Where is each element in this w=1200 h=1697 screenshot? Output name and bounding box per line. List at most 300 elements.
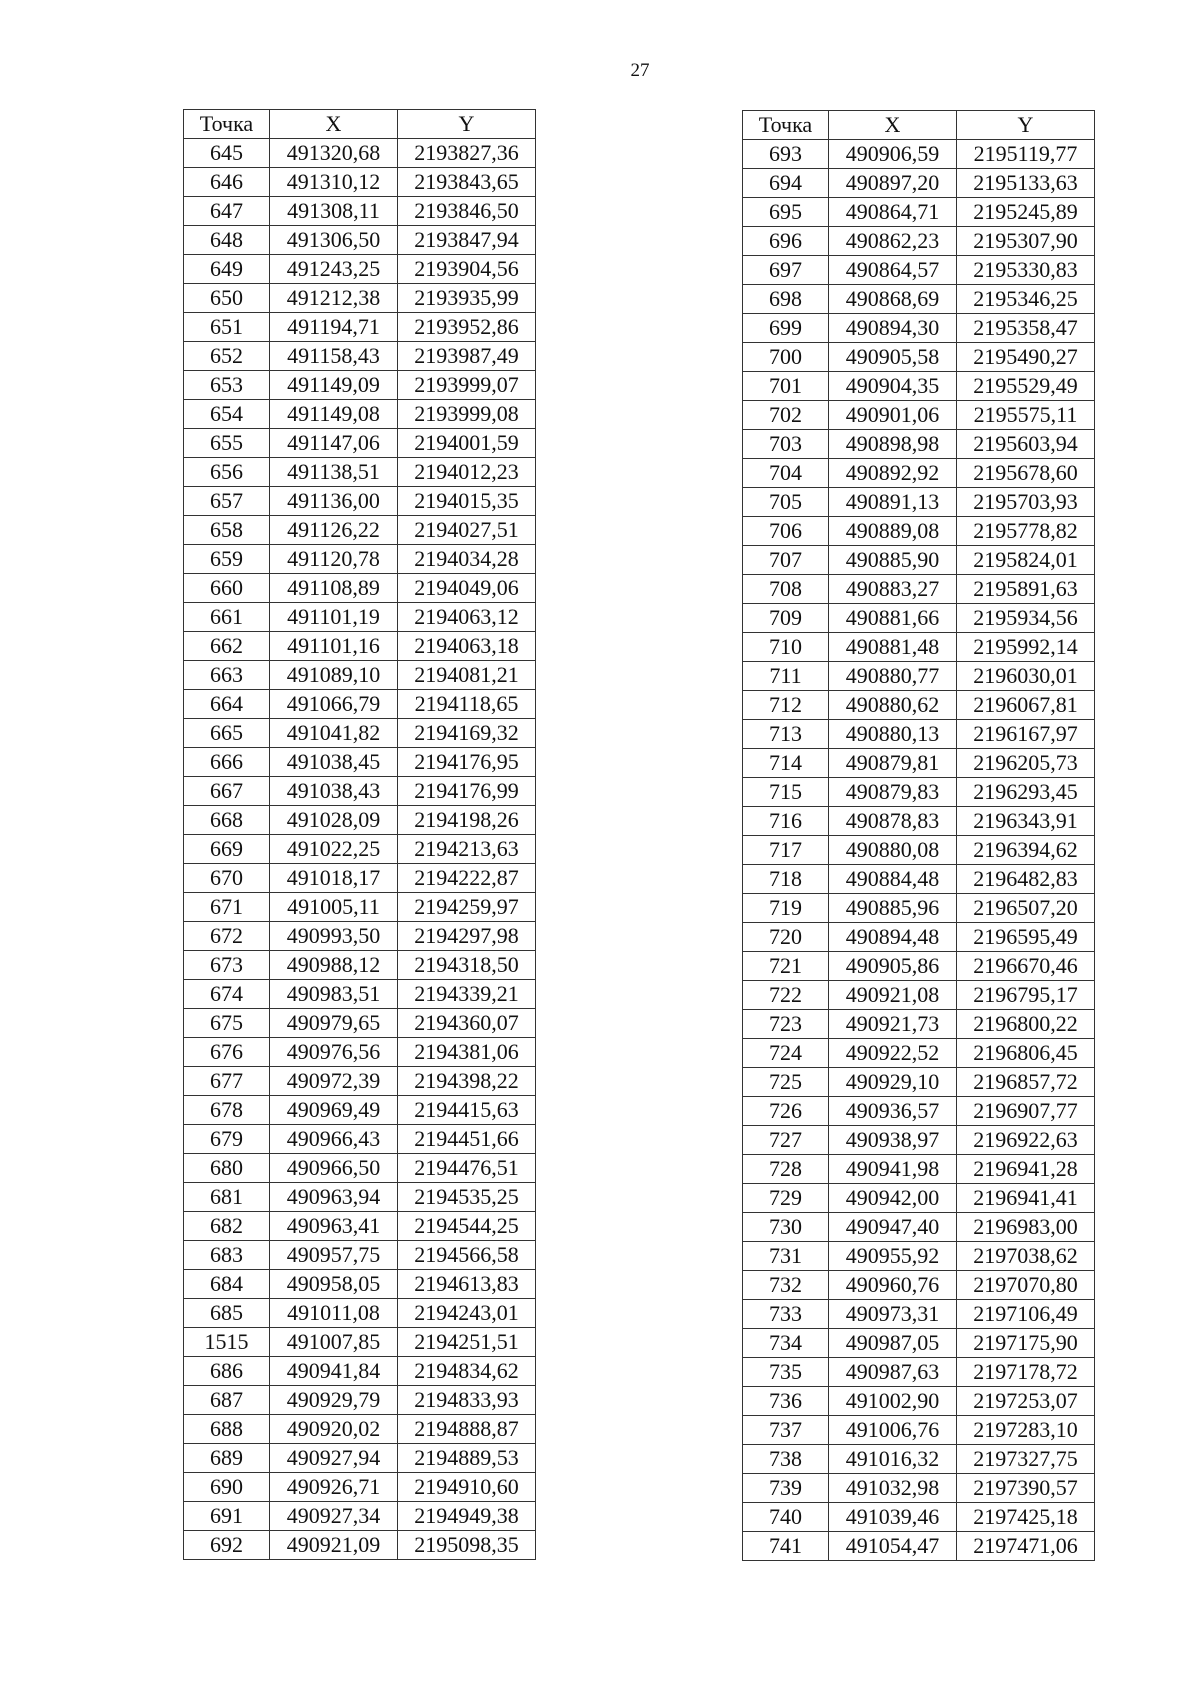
cell-x: 491089,10 — [270, 661, 398, 690]
cell-point: 662 — [184, 632, 270, 661]
table-row — [743, 198, 1095, 227]
cell-point: 664 — [184, 690, 270, 719]
cell-x: 490963,94 — [270, 1183, 398, 1212]
cell-y: 2193987,49 — [398, 342, 536, 371]
table-row — [184, 487, 536, 516]
table-row — [743, 517, 1095, 546]
table-row — [184, 313, 536, 342]
cell-point: 651 — [184, 313, 270, 342]
header-point: Точка — [184, 110, 270, 139]
cell-y: 2194381,06 — [398, 1038, 536, 1067]
cell-x: 490958,05 — [270, 1270, 398, 1299]
table-row — [743, 836, 1095, 865]
cell-point: 663 — [184, 661, 270, 690]
cell-y: 2195307,90 — [957, 227, 1095, 256]
cell-point: 735 — [743, 1358, 829, 1387]
cell-y: 2194297,98 — [398, 922, 536, 951]
cell-y: 2194081,21 — [398, 661, 536, 690]
table-row — [743, 488, 1095, 517]
cell-point: 724 — [743, 1039, 829, 1068]
cell-y: 2194001,59 — [398, 429, 536, 458]
cell-point: 683 — [184, 1241, 270, 1270]
cell-x: 490973,31 — [829, 1300, 957, 1329]
cell-point: 716 — [743, 807, 829, 836]
cell-x: 491002,90 — [829, 1387, 957, 1416]
cell-x: 490936,57 — [829, 1097, 957, 1126]
cell-y: 2193952,86 — [398, 313, 536, 342]
table-row — [184, 1096, 536, 1125]
cell-x: 490883,27 — [829, 575, 957, 604]
cell-y: 2196907,77 — [957, 1097, 1095, 1126]
cell-point: 653 — [184, 371, 270, 400]
cell-y: 2197253,07 — [957, 1387, 1095, 1416]
table-row — [184, 748, 536, 777]
cell-point: 673 — [184, 951, 270, 980]
cell-point: 1515 — [184, 1328, 270, 1357]
cell-x: 491149,09 — [270, 371, 398, 400]
cell-y: 2194259,97 — [398, 893, 536, 922]
table-row — [184, 951, 536, 980]
cell-point: 701 — [743, 372, 829, 401]
table-row — [743, 604, 1095, 633]
cell-x: 490927,94 — [270, 1444, 398, 1473]
cell-y: 2193827,36 — [398, 139, 536, 168]
cell-point: 697 — [743, 256, 829, 285]
header-x: X — [270, 110, 398, 139]
cell-y: 2196941,41 — [957, 1184, 1095, 1213]
cell-y: 2193843,65 — [398, 168, 536, 197]
table-row — [184, 255, 536, 284]
table-row — [184, 1241, 536, 1270]
table-row — [743, 227, 1095, 256]
cell-y: 2195133,63 — [957, 169, 1095, 198]
cell-y: 2194251,51 — [398, 1328, 536, 1357]
cell-x: 491018,17 — [270, 864, 398, 893]
cell-point: 738 — [743, 1445, 829, 1474]
cell-point: 700 — [743, 343, 829, 372]
cell-point: 659 — [184, 545, 270, 574]
cell-x: 491101,16 — [270, 632, 398, 661]
cell-point: 731 — [743, 1242, 829, 1271]
cell-y: 2193846,50 — [398, 197, 536, 226]
cell-point: 732 — [743, 1271, 829, 1300]
cell-x: 490880,08 — [829, 836, 957, 865]
cell-y: 2193935,99 — [398, 284, 536, 313]
table-row — [743, 575, 1095, 604]
table-row — [743, 1039, 1095, 1068]
coordinates-table-left — [183, 109, 536, 1560]
cell-x: 490988,12 — [270, 951, 398, 980]
cell-y: 2194118,65 — [398, 690, 536, 719]
cell-point: 727 — [743, 1126, 829, 1155]
cell-x: 490885,90 — [829, 546, 957, 575]
cell-x: 490987,05 — [829, 1329, 957, 1358]
cell-x: 490894,48 — [829, 923, 957, 952]
table-row — [184, 226, 536, 255]
table-row — [743, 459, 1095, 488]
cell-x: 491041,82 — [270, 719, 398, 748]
table-row — [743, 1155, 1095, 1184]
table-row — [184, 1299, 536, 1328]
table-row — [184, 1502, 536, 1531]
cell-y: 2196941,28 — [957, 1155, 1095, 1184]
cell-point: 710 — [743, 633, 829, 662]
table-row — [184, 603, 536, 632]
cell-y: 2196067,81 — [957, 691, 1095, 720]
cell-y: 2195098,35 — [398, 1531, 536, 1560]
table-row — [184, 1473, 536, 1502]
cell-y: 2195330,83 — [957, 256, 1095, 285]
table-row — [184, 893, 536, 922]
cell-point: 677 — [184, 1067, 270, 1096]
cell-x: 490969,49 — [270, 1096, 398, 1125]
cell-y: 2195703,93 — [957, 488, 1095, 517]
cell-y: 2196595,49 — [957, 923, 1095, 952]
cell-y: 2193904,56 — [398, 255, 536, 284]
cell-point: 692 — [184, 1531, 270, 1560]
cell-point: 698 — [743, 285, 829, 314]
table-row — [184, 864, 536, 893]
cell-x: 490947,40 — [829, 1213, 957, 1242]
cell-point: 730 — [743, 1213, 829, 1242]
cell-point: 703 — [743, 430, 829, 459]
cell-y: 2196205,73 — [957, 749, 1095, 778]
cell-x: 491310,12 — [270, 168, 398, 197]
header-x: X — [829, 111, 957, 140]
cell-point: 682 — [184, 1212, 270, 1241]
cell-y: 2193999,08 — [398, 400, 536, 429]
cell-x: 490920,02 — [270, 1415, 398, 1444]
table-row — [743, 1097, 1095, 1126]
cell-x: 490889,08 — [829, 517, 957, 546]
cell-x: 490891,13 — [829, 488, 957, 517]
cell-y: 2196343,91 — [957, 807, 1095, 836]
cell-point: 686 — [184, 1357, 270, 1386]
cell-point: 737 — [743, 1416, 829, 1445]
table-row — [743, 749, 1095, 778]
table-row — [184, 1154, 536, 1183]
table-row — [184, 545, 536, 574]
table-row — [743, 430, 1095, 459]
cell-point: 665 — [184, 719, 270, 748]
cell-x: 490868,69 — [829, 285, 957, 314]
cell-point: 728 — [743, 1155, 829, 1184]
cell-y: 2196670,46 — [957, 952, 1095, 981]
cell-point: 702 — [743, 401, 829, 430]
cell-y: 2194949,38 — [398, 1502, 536, 1531]
cell-point: 657 — [184, 487, 270, 516]
table-row — [743, 343, 1095, 372]
cell-y: 2196167,97 — [957, 720, 1095, 749]
table-row — [743, 1532, 1095, 1561]
cell-point: 684 — [184, 1270, 270, 1299]
cell-point: 669 — [184, 835, 270, 864]
cell-point: 670 — [184, 864, 270, 893]
table-row — [184, 1531, 536, 1560]
table-row — [184, 922, 536, 951]
cell-y: 2195678,60 — [957, 459, 1095, 488]
cell-x: 491022,25 — [270, 835, 398, 864]
cell-point: 689 — [184, 1444, 270, 1473]
cell-y: 2194213,63 — [398, 835, 536, 864]
cell-point: 672 — [184, 922, 270, 951]
cell-y: 2194049,06 — [398, 574, 536, 603]
cell-point: 687 — [184, 1386, 270, 1415]
cell-y: 2197178,72 — [957, 1358, 1095, 1387]
cell-y: 2194566,58 — [398, 1241, 536, 1270]
cell-x: 490897,20 — [829, 169, 957, 198]
cell-x: 491149,08 — [270, 400, 398, 429]
cell-x: 491011,08 — [270, 1299, 398, 1328]
table-row — [743, 1300, 1095, 1329]
table-row — [184, 690, 536, 719]
cell-point: 667 — [184, 777, 270, 806]
cell-x: 490979,65 — [270, 1009, 398, 1038]
table-row — [184, 429, 536, 458]
cell-point: 679 — [184, 1125, 270, 1154]
cell-point: 675 — [184, 1009, 270, 1038]
cell-x: 491138,51 — [270, 458, 398, 487]
cell-point: 699 — [743, 314, 829, 343]
header-y: Y — [398, 110, 536, 139]
cell-x: 491320,68 — [270, 139, 398, 168]
cell-y: 2194222,87 — [398, 864, 536, 893]
cell-x: 491006,76 — [829, 1416, 957, 1445]
cell-x: 490921,08 — [829, 981, 957, 1010]
cell-point: 719 — [743, 894, 829, 923]
table-row — [743, 1416, 1095, 1445]
cell-y: 2196482,83 — [957, 865, 1095, 894]
cell-x: 490901,06 — [829, 401, 957, 430]
cell-y: 2195891,63 — [957, 575, 1095, 604]
cell-y: 2196795,17 — [957, 981, 1095, 1010]
cell-x: 491120,78 — [270, 545, 398, 574]
table-row — [184, 1415, 536, 1444]
cell-y: 2194176,99 — [398, 777, 536, 806]
cell-y: 2196394,62 — [957, 836, 1095, 865]
cell-x: 490880,13 — [829, 720, 957, 749]
table-row — [184, 1009, 536, 1038]
table-row — [743, 169, 1095, 198]
table-row — [743, 691, 1095, 720]
cell-point: 739 — [743, 1474, 829, 1503]
cell-x: 490921,73 — [829, 1010, 957, 1039]
cell-point: 723 — [743, 1010, 829, 1039]
cell-point: 715 — [743, 778, 829, 807]
cell-y: 2194476,51 — [398, 1154, 536, 1183]
cell-y: 2194063,18 — [398, 632, 536, 661]
cell-x: 490941,98 — [829, 1155, 957, 1184]
cell-x: 490955,92 — [829, 1242, 957, 1271]
cell-y: 2194012,23 — [398, 458, 536, 487]
cell-x: 490879,81 — [829, 749, 957, 778]
cell-x: 490884,48 — [829, 865, 957, 894]
table-row — [184, 632, 536, 661]
table-row — [743, 894, 1095, 923]
cell-y: 2195575,11 — [957, 401, 1095, 430]
table-row — [743, 1213, 1095, 1242]
cell-y: 2194027,51 — [398, 516, 536, 545]
cell-point: 722 — [743, 981, 829, 1010]
cell-y: 2195603,94 — [957, 430, 1095, 459]
cell-point: 656 — [184, 458, 270, 487]
cell-y: 2193847,94 — [398, 226, 536, 255]
cell-point: 713 — [743, 720, 829, 749]
table-row — [743, 1271, 1095, 1300]
cell-y: 2194833,93 — [398, 1386, 536, 1415]
table-row — [743, 1358, 1095, 1387]
cell-y: 2195778,82 — [957, 517, 1095, 546]
cell-x: 490892,92 — [829, 459, 957, 488]
table-row — [743, 952, 1095, 981]
cell-x: 491054,47 — [829, 1532, 957, 1561]
header-point: Точка — [743, 111, 829, 140]
cell-x: 490957,75 — [270, 1241, 398, 1270]
cell-y: 2196806,45 — [957, 1039, 1095, 1068]
table-row — [184, 574, 536, 603]
table-row — [743, 1010, 1095, 1039]
table-row — [184, 980, 536, 1009]
table-row — [743, 401, 1095, 430]
cell-x: 490929,79 — [270, 1386, 398, 1415]
table-header-row — [743, 111, 1095, 140]
table-row — [184, 1038, 536, 1067]
cell-x: 491039,46 — [829, 1503, 957, 1532]
cell-y: 2195934,56 — [957, 604, 1095, 633]
table-row — [743, 1184, 1095, 1213]
cell-x: 491194,71 — [270, 313, 398, 342]
cell-y: 2194063,12 — [398, 603, 536, 632]
cell-x: 491108,89 — [270, 574, 398, 603]
table-row — [743, 662, 1095, 691]
table-row — [743, 372, 1095, 401]
cell-point: 706 — [743, 517, 829, 546]
cell-x: 490898,98 — [829, 430, 957, 459]
table-row — [743, 720, 1095, 749]
cell-point: 714 — [743, 749, 829, 778]
cell-y: 2194198,26 — [398, 806, 536, 835]
table-row — [184, 1444, 536, 1473]
cell-point: 647 — [184, 197, 270, 226]
cell-y: 2197327,75 — [957, 1445, 1095, 1474]
cell-x: 490881,66 — [829, 604, 957, 633]
cell-point: 685 — [184, 1299, 270, 1328]
cell-point: 736 — [743, 1387, 829, 1416]
cell-point: 671 — [184, 893, 270, 922]
cell-x: 490987,63 — [829, 1358, 957, 1387]
cell-x: 491032,98 — [829, 1474, 957, 1503]
cell-x: 490880,77 — [829, 662, 957, 691]
cell-x: 491005,11 — [270, 893, 398, 922]
table-row — [184, 139, 536, 168]
table-row — [184, 168, 536, 197]
cell-point: 650 — [184, 284, 270, 313]
cell-point: 690 — [184, 1473, 270, 1502]
cell-y: 2194910,60 — [398, 1473, 536, 1502]
cell-y: 2194318,50 — [398, 951, 536, 980]
table-row — [743, 807, 1095, 836]
cell-x: 490927,34 — [270, 1502, 398, 1531]
table-row — [184, 197, 536, 226]
cell-y: 2195490,27 — [957, 343, 1095, 372]
table-row — [184, 1212, 536, 1241]
cell-point: 712 — [743, 691, 829, 720]
cell-y: 2194535,25 — [398, 1183, 536, 1212]
table-row — [184, 1270, 536, 1299]
table-row — [184, 1183, 536, 1212]
cell-x: 490938,97 — [829, 1126, 957, 1155]
table-row — [743, 1503, 1095, 1532]
cell-x: 490864,71 — [829, 198, 957, 227]
cell-point: 660 — [184, 574, 270, 603]
cell-x: 491016,32 — [829, 1445, 957, 1474]
cell-point: 658 — [184, 516, 270, 545]
cell-x: 490966,50 — [270, 1154, 398, 1183]
cell-y: 2195245,89 — [957, 198, 1095, 227]
cell-x: 491158,43 — [270, 342, 398, 371]
cell-y: 2197038,62 — [957, 1242, 1095, 1271]
cell-point: 708 — [743, 575, 829, 604]
cell-x: 491306,50 — [270, 226, 398, 255]
cell-point: 688 — [184, 1415, 270, 1444]
cell-y: 2196983,00 — [957, 1213, 1095, 1242]
cell-point: 645 — [184, 139, 270, 168]
cell-point: 741 — [743, 1532, 829, 1561]
cell-point: 696 — [743, 227, 829, 256]
cell-y: 2194889,53 — [398, 1444, 536, 1473]
table-row — [184, 835, 536, 864]
cell-y: 2195119,77 — [957, 140, 1095, 169]
cell-point: 681 — [184, 1183, 270, 1212]
table-row — [184, 1357, 536, 1386]
cell-y: 2196922,63 — [957, 1126, 1095, 1155]
cell-point: 721 — [743, 952, 829, 981]
cell-point: 680 — [184, 1154, 270, 1183]
table-row — [743, 140, 1095, 169]
cell-x: 490941,84 — [270, 1357, 398, 1386]
table-row — [743, 981, 1095, 1010]
cell-point: 652 — [184, 342, 270, 371]
cell-point: 661 — [184, 603, 270, 632]
table-row — [743, 1474, 1095, 1503]
cell-y: 2194169,32 — [398, 719, 536, 748]
cell-y: 2197070,80 — [957, 1271, 1095, 1300]
cell-x: 490879,83 — [829, 778, 957, 807]
table-row — [184, 806, 536, 835]
cell-point: 717 — [743, 836, 829, 865]
cell-y: 2194888,87 — [398, 1415, 536, 1444]
table-row — [184, 371, 536, 400]
cell-y: 2195346,25 — [957, 285, 1095, 314]
cell-point: 691 — [184, 1502, 270, 1531]
page-number: 27 — [630, 60, 650, 81]
cell-y: 2194415,63 — [398, 1096, 536, 1125]
cell-x: 490976,56 — [270, 1038, 398, 1067]
cell-y: 2194176,95 — [398, 748, 536, 777]
cell-y: 2193999,07 — [398, 371, 536, 400]
table-row — [184, 400, 536, 429]
table-row — [743, 778, 1095, 807]
cell-x: 491243,25 — [270, 255, 398, 284]
cell-x: 490993,50 — [270, 922, 398, 951]
table-row — [743, 1068, 1095, 1097]
cell-x: 491028,09 — [270, 806, 398, 835]
table-row — [743, 546, 1095, 575]
cell-y: 2194398,22 — [398, 1067, 536, 1096]
cell-x: 490983,51 — [270, 980, 398, 1009]
table-row — [743, 285, 1095, 314]
cell-point: 654 — [184, 400, 270, 429]
